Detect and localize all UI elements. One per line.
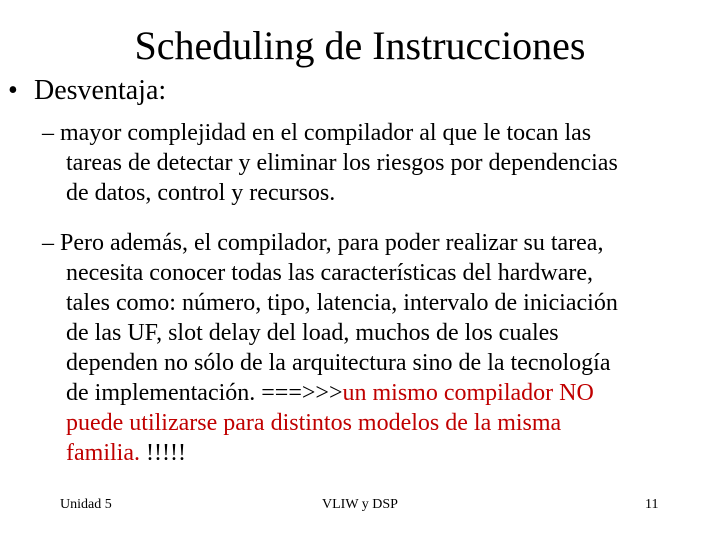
sub-item-2-line-5: dependen no sólo de la arquitectura sino de la tecnología xyxy=(66,350,611,376)
text-line: !!!!! xyxy=(139,440,186,466)
sub-item-2-line-1 xyxy=(42,228,714,258)
sub-item-2-line-4: de las UF, slot delay del load, muchos de los cuales xyxy=(66,320,559,346)
highlight-text: familia. xyxy=(66,440,140,466)
text-line: de implementación. ===>>> xyxy=(66,380,343,406)
sub-item-1-line-2: tareas de detectar y eliminar los riesgos por dependencias xyxy=(66,150,618,176)
bullet-symbol: • xyxy=(8,75,18,106)
text-line: Pero además, el compilador, para poder realizar su tarea, xyxy=(60,230,604,256)
text-line: mayor complejidad en el compilador al que le tocan las xyxy=(60,120,592,146)
footer-page-number: 11 xyxy=(645,497,659,512)
dash-marker: – xyxy=(42,120,54,146)
sub-item-2-line-8 xyxy=(42,438,714,468)
sub-item-2-line-6 xyxy=(42,378,714,408)
footer-topic: VLIW y DSP xyxy=(322,497,398,512)
sub-item-2 xyxy=(42,228,714,468)
sub-item-2-line-2: necesita conocer todas las características del hardware, xyxy=(66,260,594,286)
sub-item-1-line-3: de datos, control y recursos. xyxy=(66,180,336,206)
sub-item-2-line-3: tales como: número, tipo, latencia, intervalo de iniciación xyxy=(66,290,618,316)
highlight-text: un mismo compilador NO xyxy=(342,380,594,406)
slide-title: Scheduling de Instrucciones xyxy=(134,23,586,68)
bullet-text: Desventaja: xyxy=(34,75,167,106)
footer-unit: Unidad 5 xyxy=(60,497,112,512)
dash-marker: – xyxy=(42,230,54,256)
bullet-desventaja xyxy=(8,72,166,110)
sub-item-1 xyxy=(42,118,714,208)
sub-item-1-line-1 xyxy=(42,118,714,148)
sub-item-2-line-7: puede utilizarse para distintos modelos de la misma xyxy=(66,410,562,436)
